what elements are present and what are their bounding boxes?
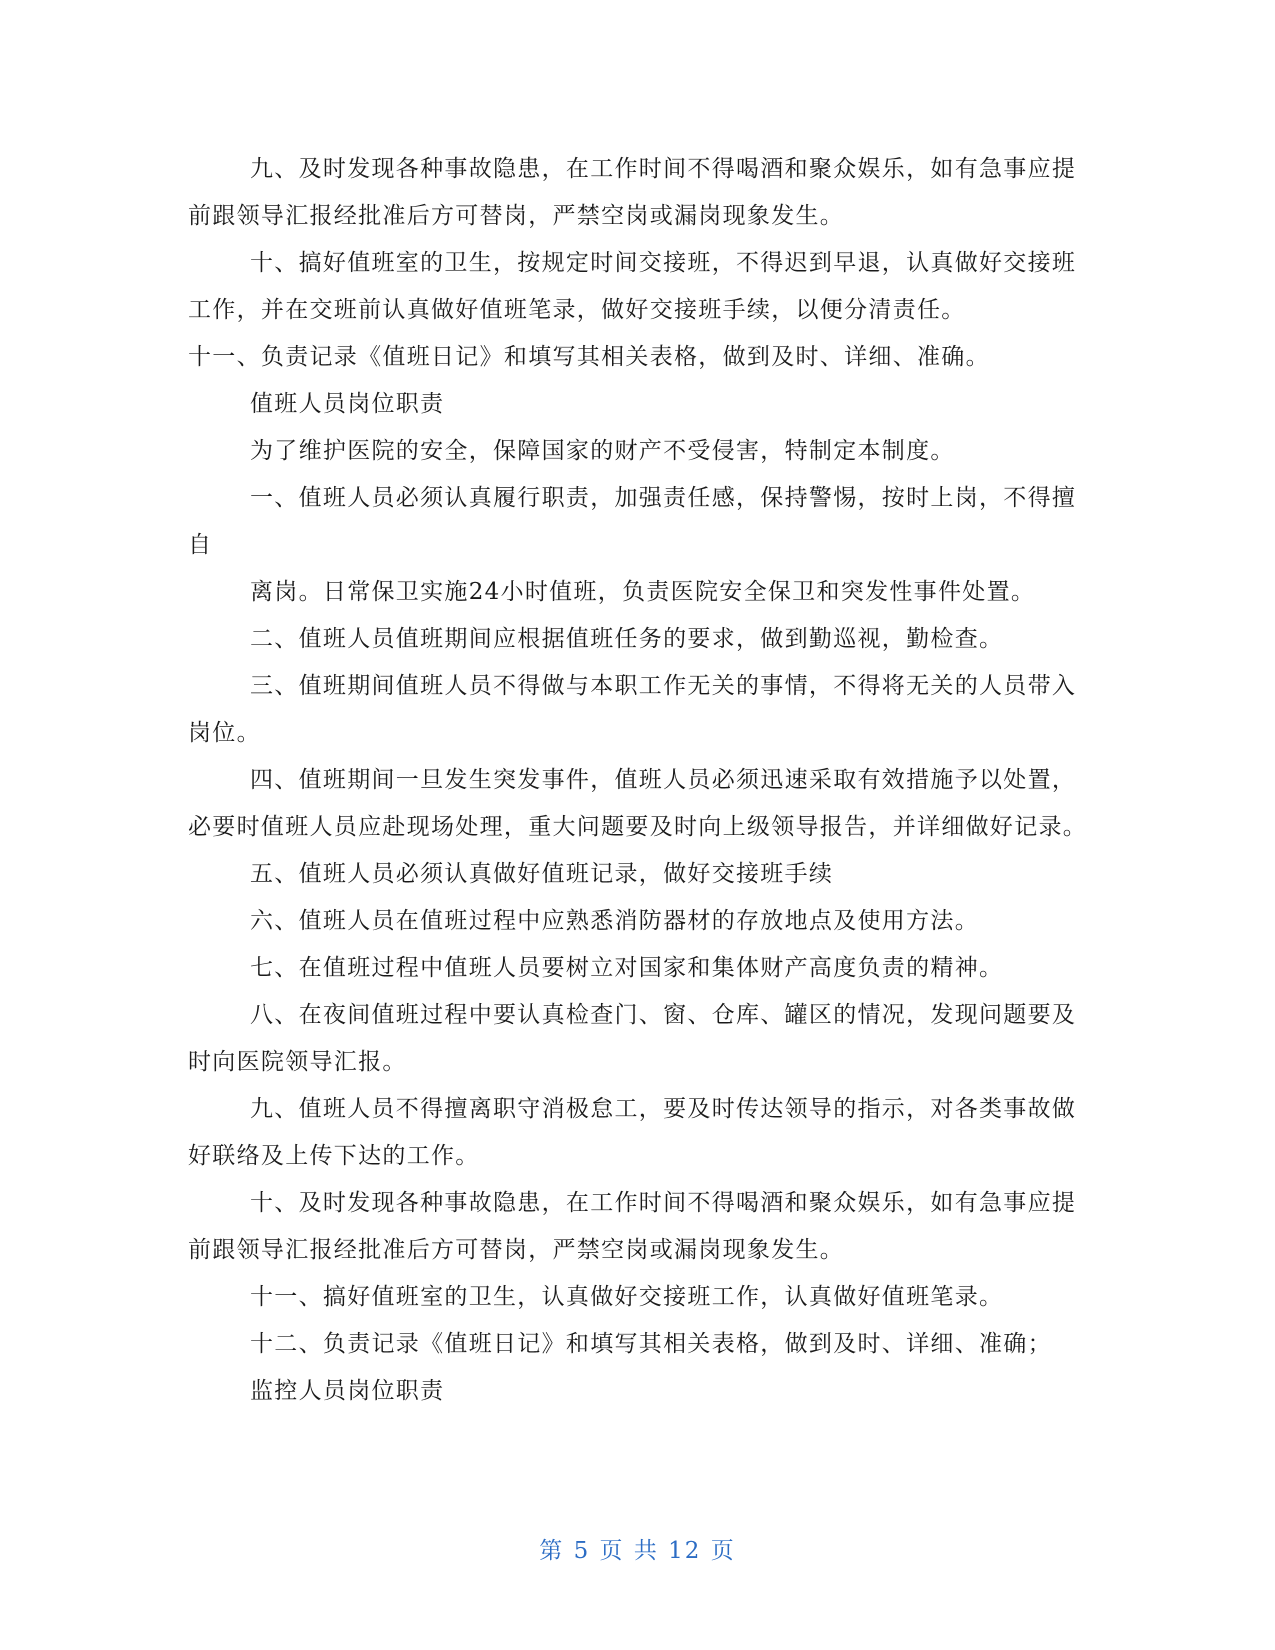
section-heading: 监控人员岗位职责 xyxy=(250,1378,445,1404)
paragraph: 八、在夜间值班过程中要认真检查门、窗、仓库、罐区的情况，发现问题要及时向医院领导汇报。 xyxy=(188,1002,1077,1075)
paragraph: 三、值班期间值班人员不得做与本职工作无关的事情，不得将无关的人员带入岗位。 xyxy=(188,673,1077,746)
section-heading: 值班人员岗位职责 xyxy=(250,391,445,417)
paragraph: 十二、负责记录《值班日记》和填写其相关表格，做到及时、详细、准确； xyxy=(250,1331,1052,1357)
paragraph: 为了维护医院的安全，保障国家的财产不受侵害，特制定本制度。 xyxy=(250,438,955,464)
paragraph: 九、及时发现各种事故隐患，在工作时间不得喝酒和聚众娱乐，如有急事应提前跟领导汇报经批准后方可替岗，严禁空岗或漏岗现象发生。 xyxy=(188,156,1077,229)
page-number-footer: 第 5 页 共 12 页 xyxy=(539,1538,736,1564)
paragraph: 一、值班人员必须认真履行职责，加强责任感，保持警惕，按时上岗，不得擅自 xyxy=(188,485,1077,558)
paragraph: 十、搞好值班室的卫生，按规定时间交接班，不得迟到早退，认真做好交接班工作，并在交班前认真做好值班笔录，做好交接班手续，以便分清责任。 xyxy=(188,250,1077,323)
paragraph: 六、值班人员在值班过程中应熟悉消防器材的存放地点及使用方法。 xyxy=(250,908,979,934)
paragraph: 离岗。日常保卫实施24小时值班，负责医院安全保卫和突发性事件处置。 xyxy=(250,579,1036,605)
paragraph: 十、及时发现各种事故隐患，在工作时间不得喝酒和聚众娱乐，如有急事应提前跟领导汇报经批准后方可替岗，严禁空岗或漏岗现象发生。 xyxy=(188,1190,1077,1263)
paragraph: 十一、搞好值班室的卫生，认真做好交接班工作，认真做好值班笔录。 xyxy=(250,1284,1004,1310)
paragraph: 四、值班期间一旦发生突发事件，值班人员必须迅速采取有效措施予以处置，必要时值班人员应赴现场处理，重大问题要及时向上级领导报告，并详细做好记录。 xyxy=(188,767,1088,840)
document-body xyxy=(188,146,1088,1415)
paragraph: 二、值班人员值班期间应根据值班任务的要求，做到勤巡视，勤检查。 xyxy=(250,626,1004,652)
paragraph: 五、值班人员必须认真做好值班记录，做好交接班手续 xyxy=(250,861,834,887)
paragraph: 七、在值班过程中值班人员要树立对国家和集体财产高度负责的精神。 xyxy=(250,955,1004,981)
paragraph: 九、值班人员不得擅离职守消极怠工，要及时传达领导的指示，对各类事故做好联络及上传下达的工作。 xyxy=(188,1096,1077,1169)
paragraph: 十一、负责记录《值班日记》和填写其相关表格，做到及时、详细、准确。 xyxy=(188,344,990,370)
